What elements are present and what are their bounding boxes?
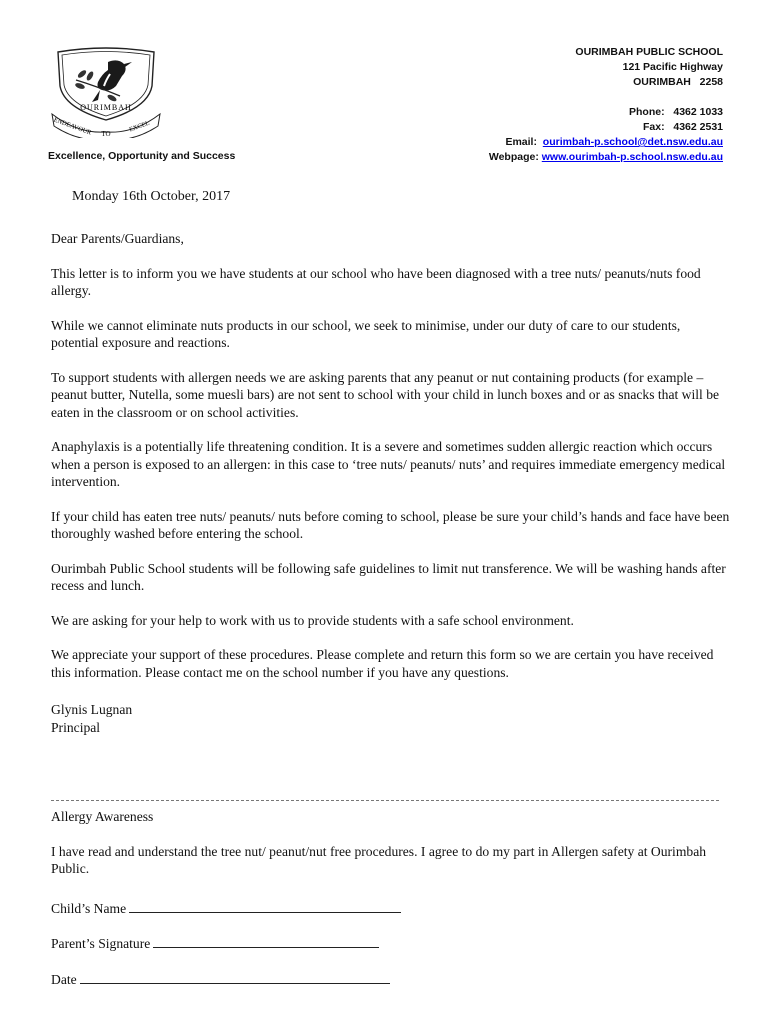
- child-name-field: [51, 900, 731, 918]
- email-line: [489, 135, 723, 150]
- paragraph: This letter is to inform you we have students at our school who have been diagnosed with a tree nuts/ peanuts/nuts food allergy.: [51, 265, 701, 298]
- webpage-label: Webpage:: [488, 151, 539, 163]
- signer-name: Glynis Lugnan: [51, 702, 133, 717]
- webpage-line: [489, 150, 723, 165]
- parent-signature-label: Parent’s Signature: [51, 936, 151, 951]
- crest-top-text: OURIMBAH: [80, 103, 132, 112]
- tear-off-divider: [51, 800, 719, 801]
- signer-title: Principal: [51, 719, 101, 735]
- paragraph: We are asking for your help to work with us to provide students with a safe school environment.: [51, 612, 574, 628]
- date-line[interactable]: [80, 971, 390, 984]
- letter-date: Monday 16th October, 2017: [72, 189, 231, 204]
- school-crest-logo: [50, 46, 162, 138]
- date-field: [51, 971, 731, 989]
- crest-motto-right: EXCEL: [128, 119, 151, 134]
- return-slip: [51, 808, 731, 1006]
- school-tagline: Excellence, Opportunity and Success: [48, 150, 236, 162]
- fax-label: Fax:: [643, 121, 665, 133]
- paragraph: While we cannot eliminate nuts products in our school, we seek to minimise, under our duty of care to our students, potential exposure and reactions.: [51, 317, 681, 350]
- phone-label: Phone:: [629, 106, 665, 118]
- email-label: Email:: [505, 136, 537, 148]
- salutation: Dear Parents/Guardians,: [51, 231, 184, 246]
- paragraph: If your child has eaten tree nuts/ peanuts/ nuts before coming to school, please be sure your child’s hands and face have been thoroughly washed before entering the school.: [51, 508, 730, 541]
- school-suburb: OURIMBAH 2258: [633, 76, 723, 88]
- date-label: Date: [51, 971, 77, 987]
- parent-signature-line[interactable]: [153, 935, 379, 948]
- fax-line: [489, 120, 723, 135]
- child-name-line[interactable]: [129, 900, 401, 913]
- email-link[interactable]: ourimbah-p.school@det.nsw.edu.au: [542, 136, 723, 148]
- paragraph: To support students with allergen needs we are asking parents that any peanut or nut containing products (for example – peanut butter, Nutella, some muesli bars) are not sent to school with your child in lunch boxes and or as snacks that will be eaten in the classroom or on school activities.: [51, 369, 720, 420]
- slip-statement: I have read and understand the tree nut/ peanut/nut free procedures. I agree to do my part in Allergen safety at Ourimbah Public.: [51, 843, 707, 876]
- phone-number: 4362 1033: [673, 106, 723, 118]
- slip-title: Allergy Awareness: [51, 809, 154, 824]
- crest-motto-mid: TO: [101, 130, 111, 138]
- webpage-link[interactable]: www.ourimbah-p.school.nsw.edu.au: [541, 151, 723, 163]
- school-street: 121 Pacific Highway: [622, 61, 723, 73]
- child-name-label: Child’s Name: [51, 900, 127, 916]
- crest-motto-left: ENDEAVOUR: [52, 116, 93, 137]
- fax-number: 4362 2531: [673, 121, 723, 133]
- signature-block: [51, 701, 731, 736]
- phone-line: [489, 105, 723, 120]
- parent-signature-field: [51, 935, 731, 953]
- paragraph: Ourimbah Public School students will be following safe guidelines to limit nut transference. We will be washing hands after recess and lunch.: [51, 560, 726, 593]
- school-name: OURIMBAH PUBLIC SCHOOL: [575, 46, 723, 58]
- school-address-block: [489, 45, 723, 165]
- letter-body: [51, 230, 731, 736]
- paragraph: Anaphylaxis is a potentially life threatening condition. It is a severe and sometimes sudden allergic reaction which occurs when a person is exposed to an allergen: in this case to ‘tree nuts/ peanuts/ nuts’ and requires immediate emergency medical intervention.: [51, 439, 726, 489]
- paragraph: We appreciate your support of these procedures. Please complete and return this form so we are certain you have received this information. Please contact me on the school number if you have any questions.: [51, 647, 714, 680]
